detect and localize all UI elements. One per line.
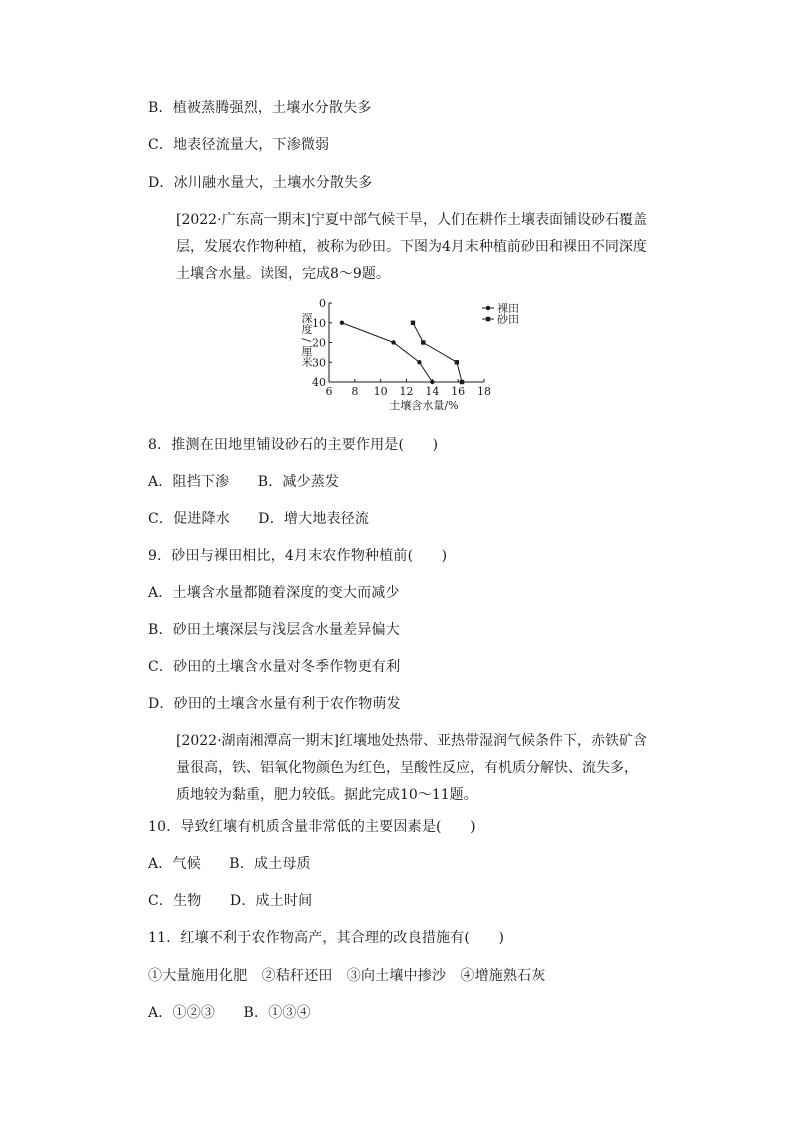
q7-option-d: D．冰川融水量大，土壤水分散失多 [148,175,373,191]
y-tick-label-4: 40 [312,376,326,389]
q11-measures: ①大量施用化肥 ②秸秆还田 ③向土壤中掺沙 ④增施熟石灰 [148,968,546,984]
x-tick-label-4: 14 [425,385,440,398]
y-axis-label-char-1: 度 [301,323,313,336]
q10-options-cd: C．生物 D．成土时间 [148,893,313,909]
q11-options-ab: A．①②③ B．①③④ [148,1005,311,1021]
data-point-1-2 [455,360,459,364]
q9-option-b: B．砂田土壤深层与浅层含水量差异偏大 [148,622,400,638]
data-point-0-1 [391,340,395,344]
q7-option-b: B．植被蒸腾强烈，土壤水分散失多 [148,100,372,116]
legend-item-sand [482,312,519,326]
q10-stem: 10．导致红壤有机质含量非常低的主要因素是( ) [148,819,476,835]
y-axis-label-char-2: / [300,338,313,342]
series-line-1 [413,323,462,382]
y-tick-label-2: 20 [312,336,326,350]
legend [482,302,519,326]
x-tick-label-5: 16 [451,385,466,398]
legend-item-bare [482,302,519,315]
y-tick-label-0: 0 [319,297,326,310]
y-axis-label-char-3: 厘 [301,345,313,358]
q9-option-a: A．土壤含水量都随着深度的变大而减少 [148,585,400,601]
passage-sand-field: [2022·广东高一期末]宁夏中部气候干旱，人们在耕作土壤表面铺设砂石覆盖层，发展农作物种植，被称为砂田。下图为4月末种植前砂田和裸田不同深度土壤含水量。读图，完成8～9题。 [176,212,648,282]
x-tick-label-0: 6 [325,385,333,398]
x-tick-label-1: 8 [351,385,359,398]
q10-options-ab: A．气候 B．成土母质 [148,856,311,872]
legend-marker-sand [486,317,490,321]
y-tick-label-1: 10 [312,316,326,330]
q8-stem: 8．推测在田地里铺设砂石的主要作用是( ) [148,437,439,453]
y-tick-label-3: 30 [312,356,326,370]
passage-red-soil: [2022·湖南湘潭高一期末]红壤地处热带、亚热带湿润气候条件下，赤铁矿含量很高，铁、铝氧化物颜色为红色，呈酸性反应，有机质分解快、流失多，质地较为黏重，肥力较低。据此完成10～11题。 [176,733,648,803]
y-axis-label-char-0: 深 [301,312,313,325]
x-tick-label-2: 10 [373,385,388,398]
legend-marker-bare [486,306,490,310]
y-axis-label-char-4: 米 [301,356,313,369]
legend-label-sand: 砂田 [497,313,519,326]
data-point-1-0 [411,321,415,325]
q8-options-cd: C．促进降水 D．增大地表径流 [148,511,370,527]
data-point-0-3 [430,380,434,384]
x-axis-label: 土壤含水量/% [389,399,459,412]
q7-option-c: C．地表径流量大，下渗微弱 [148,137,330,153]
q9-option-d: D．砂田的土壤含水量有利于农作物萌发 [148,696,401,712]
data-point-1-1 [421,340,425,344]
data-point-0-0 [340,321,344,325]
x-tick-label-3: 12 [399,385,414,398]
q11-stem: 11．红壤不利于农作物高产，其合理的改良措施有( ) [148,930,505,946]
legend-label-bare: 裸田 [497,302,519,315]
data-point-1-3 [460,380,464,384]
series-line-0 [342,323,432,382]
q8-options-ab: A．阻挡下渗 B．减少蒸发 [148,474,340,490]
data-point-0-2 [417,360,421,364]
y-axis-label [300,312,313,369]
q9-stem: 9．砂田与裸田相比，4月末农作物种植前( ) [148,548,448,564]
q9-option-c: C．砂田的土壤含水量对冬季作物更有利 [148,659,401,675]
x-tick-label-6: 18 [477,385,491,398]
